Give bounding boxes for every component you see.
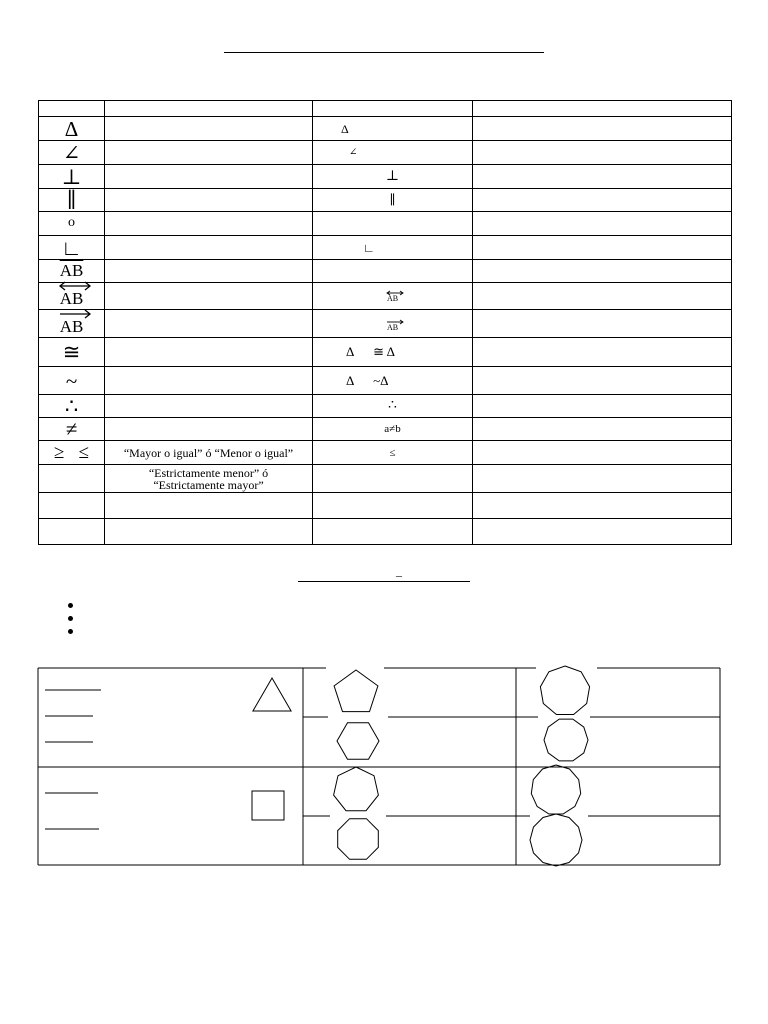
ray-ab-label: AB — [59, 316, 84, 336]
nonagon-icon — [540, 666, 589, 715]
heptagon-icon — [334, 767, 379, 811]
example-cell: ∥ — [313, 189, 473, 212]
ray-ab-example-label: AB — [386, 322, 399, 332]
example-cell: ⊥ — [313, 165, 473, 189]
example-cell: ∴ — [313, 395, 473, 418]
octagon-icon — [338, 819, 379, 860]
symbol-cell: ∥ — [39, 189, 105, 212]
symbol-cell: ∟ — [39, 236, 105, 260]
example-cell: Δ ≅ Δ — [313, 338, 473, 367]
example-cell: ≤ — [313, 441, 473, 465]
symbol-cell: Δ — [39, 117, 105, 141]
symbol-cell: ≠ — [39, 418, 105, 441]
example-cell: Δ — [313, 117, 473, 141]
hexagon-icon — [337, 723, 379, 759]
meaning-line: “Estrictamente mayor” — [153, 477, 264, 492]
example-cell: a≠b — [313, 418, 473, 441]
symbol-cell: ≥ ≤ — [39, 441, 105, 465]
dodecagon-icon — [530, 814, 582, 866]
symbol-cell: ∴ — [39, 395, 105, 418]
symbol-cell: ≅ — [39, 338, 105, 367]
example-cell: ∟ — [313, 236, 473, 260]
line-ab-label: AB — [59, 289, 84, 308]
hendecagon-icon — [531, 765, 580, 814]
decagon-icon — [544, 719, 588, 761]
symbol-cell: ⊥ — [39, 165, 105, 189]
example-cell: ∠ — [313, 141, 473, 165]
symbol-cell: ~ — [39, 367, 105, 395]
meaning-line: “Estrictamente menor” ó — [148, 465, 269, 480]
square-icon — [252, 791, 284, 820]
line-ab-example-label: AB — [386, 294, 399, 303]
symbol-cell: o — [39, 212, 105, 236]
triangle-icon — [253, 678, 291, 711]
subtitle-mark: – — [396, 568, 402, 582]
symbol-cell: ∠ — [39, 141, 105, 165]
meaning-cell: “Mayor o igual” ó “Menor o igual” — [105, 441, 313, 465]
pentagon-icon — [334, 670, 378, 712]
example-cell: Δ ~Δ — [313, 367, 473, 395]
segment-ab-symbol: $\overline{AB}$ — [59, 261, 84, 280]
